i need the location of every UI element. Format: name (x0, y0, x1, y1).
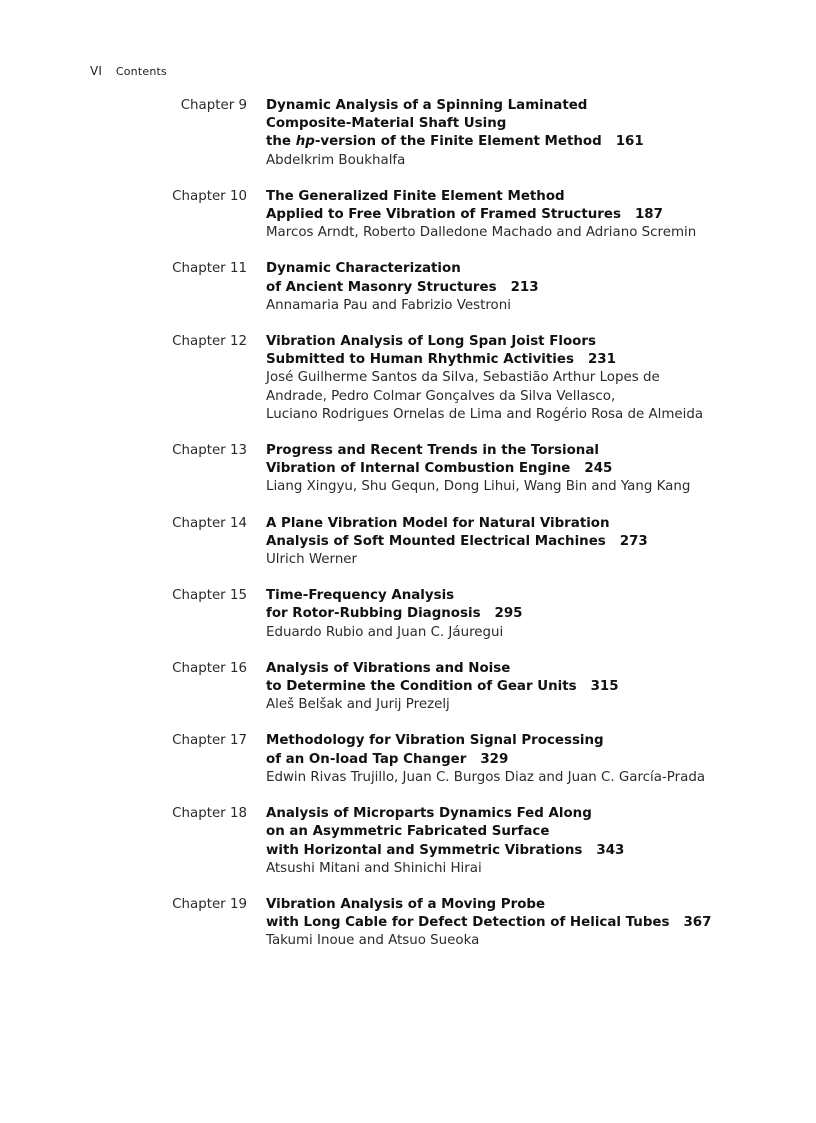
toc-entry (0, 97, 816, 170)
toc-entry (0, 732, 816, 787)
chapter-body (266, 260, 806, 315)
chapter-title-line: Vibration Analysis of a Moving Probe (266, 896, 546, 912)
chapter-authors: Atsushi Mitani and Shinichi Hirai (266, 860, 482, 876)
chapter-authors: Eduardo Rubio and Juan C. Jáuregui (266, 624, 504, 640)
page-number: 213 (510, 279, 539, 295)
chapter-label: Chapter 19 (172, 896, 247, 912)
chapter-label: Chapter 16 (172, 660, 247, 676)
chapter-title-line: A Plane Vibration Model for Natural Vibration (266, 515, 610, 531)
page-number: 343 (596, 842, 625, 858)
chapter-authors: José Guilherme Santos da Silva, Sebastião Arthur Lopes de (266, 370, 660, 386)
running-head (90, 64, 167, 78)
toc-entry (0, 896, 816, 951)
chapter-label: Chapter 18 (172, 806, 247, 822)
table-of-contents (0, 97, 816, 969)
chapter-title-line: on an Asymmetric Fabricated Surface (266, 824, 550, 840)
chapter-label: Chapter 14 (172, 515, 247, 531)
chapter-body (266, 660, 806, 715)
page-number: 315 (590, 679, 619, 695)
chapter-authors: Luciano Rodrigues Ornelas de Lima and Rogério Rosa de Almeida (266, 406, 704, 422)
chapter-authors: Takumi Inoue and Atsuo Sueoka (266, 933, 480, 949)
chapter-title-line: Vibration Analysis of Long Span Joist Floors (266, 334, 596, 350)
chapter-title-last-line (266, 351, 806, 369)
chapter-title-line: Analysis of Vibrations and Noise (266, 660, 511, 676)
chapter-title-text: Analysis of Soft Mounted Electrical Machines (266, 533, 606, 549)
chapter-title-text: of an On-load Tap Changer (266, 751, 467, 767)
chapter-title-last-line (266, 605, 806, 623)
chapter-title-last-line (266, 914, 806, 932)
chapter-title-last-line (266, 678, 806, 696)
chapter-title-last-line (266, 751, 806, 769)
chapter-body (266, 805, 806, 878)
toc-entry (0, 442, 816, 497)
chapter-authors: Ulrich Werner (266, 552, 358, 568)
chapter-title-text: for Rotor-Rubbing Diagnosis (266, 606, 481, 622)
page-folio: VI (90, 64, 103, 78)
chapter-label: Chapter 10 (172, 188, 247, 204)
page-number: 273 (619, 533, 648, 549)
chapter-title-line: Analysis of Microparts Dynamics Fed Along (266, 806, 592, 822)
chapter-body (266, 515, 806, 570)
chapter-title-text: with Horizontal and Symmetric Vibrations (266, 842, 583, 858)
chapter-label: Chapter 11 (172, 261, 247, 277)
chapter-title-text: the (266, 134, 296, 150)
page-number: 329 (480, 751, 509, 767)
page-number: 367 (683, 915, 712, 931)
chapter-title-line: Dynamic Characterization (266, 261, 461, 277)
chapter-body (266, 442, 806, 497)
chapter-authors: Liang Xingyu, Shu Gequn, Dong Lihui, Wang Bin and Yang Kang (266, 479, 691, 495)
chapter-body (266, 97, 806, 170)
chapter-authors: Abdelkrim Boukhalfa (266, 152, 406, 168)
chapter-body (266, 333, 806, 424)
chapter-authors: Andrade, Pedro Colmar Gonçalves da Silva Vellasco, (266, 388, 616, 404)
chapter-label: Chapter 17 (172, 733, 247, 749)
page-number: 245 (584, 461, 613, 477)
page-number: 161 (615, 134, 644, 150)
toc-entry (0, 515, 816, 570)
chapter-title-text: with Long Cable for Defect Detection of Helical Tubes (266, 915, 670, 931)
chapter-body (266, 587, 806, 642)
chapter-title-text: Applied to Free Vibration of Framed Structures (266, 207, 621, 223)
page-number: 231 (587, 352, 616, 368)
chapter-title-line: Time-Frequency Analysis (266, 588, 455, 604)
toc-entry (0, 188, 816, 243)
toc-entry (0, 660, 816, 715)
chapter-title-last-line (266, 842, 806, 860)
chapter-label: Chapter 9 (180, 98, 247, 113)
chapter-title-text: of Ancient Masonry Structures (266, 279, 497, 295)
chapter-title-text: -version of the Finite Element Method (314, 134, 602, 150)
chapter-body (266, 896, 806, 951)
toc-entry (0, 587, 816, 642)
chapter-title-last-line (266, 533, 806, 551)
chapter-authors: Marcos Arndt, Roberto Dalledone Machado and Adriano Scremin (266, 225, 697, 241)
chapter-authors: Annamaria Pau and Fabrizio Vestroni (266, 297, 511, 313)
chapter-title-last-line (266, 279, 806, 297)
chapter-title-line: The Generalized Finite Element Method (266, 188, 565, 204)
chapter-title-last-line (266, 133, 806, 151)
chapter-label: Chapter 15 (172, 588, 247, 604)
toc-entry (0, 260, 816, 315)
page-number: 295 (494, 606, 523, 622)
chapter-label: Chapter 13 (172, 443, 247, 459)
chapter-label: Chapter 12 (172, 334, 247, 350)
running-head-section: Contents (115, 65, 167, 78)
chapter-title-line: Progress and Recent Trends in the Torsional (266, 443, 599, 459)
chapter-title-last-line (266, 206, 806, 224)
chapter-title-text: to Determine the Condition of Gear Units (266, 679, 577, 695)
chapter-authors: Aleš Belšak and Jurij Prezelj (266, 697, 450, 713)
chapter-title-line: Composite-Material Shaft Using (266, 116, 507, 132)
chapter-title-last-line (266, 460, 806, 478)
toc-entry (0, 333, 816, 424)
chapter-title-text: Submitted to Human Rhythmic Activities (266, 352, 574, 368)
chapter-body (266, 188, 806, 243)
chapter-title-line: Dynamic Analysis of a Spinning Laminated (266, 98, 588, 113)
chapter-title-line: Methodology for Vibration Signal Processing (266, 733, 604, 749)
page-number: 187 (634, 207, 663, 223)
chapter-body (266, 732, 806, 787)
toc-entry (0, 805, 816, 878)
chapter-title-text: Vibration of Internal Combustion Engine (266, 461, 571, 477)
chapter-title-emphasis: hp (295, 134, 315, 150)
chapter-authors: Edwin Rivas Trujillo, Juan C. Burgos Diaz and Juan C. García-Prada (266, 769, 706, 785)
